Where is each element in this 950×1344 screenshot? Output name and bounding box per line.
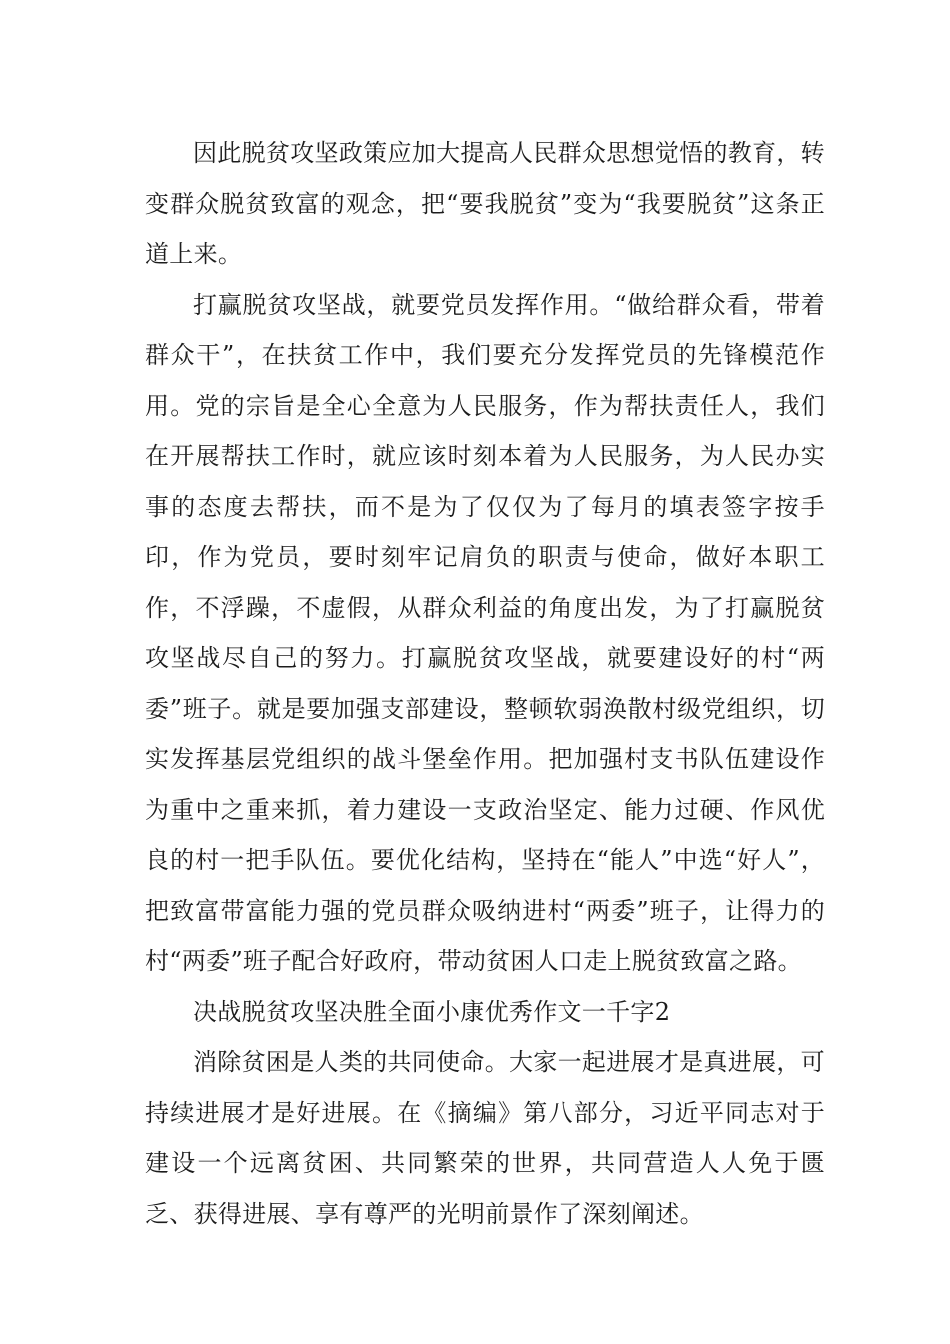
paragraph-awareness: 因此脱贫攻坚政策应加大提高人民群众思想觉悟的教育，转变群众脱贫致富的观念，把“要我脱贫”变为“我要脱贫”这条正道上来。 xyxy=(145,139,825,268)
document-body xyxy=(145,128,825,1239)
paragraph-eliminate-poverty: 消除贫困是人类的共同使命。大家一起进展才是真进展，可持续进展才是好进展。在《摘编》第八部分，习近平同志对于建设一个远离贫困、共同繁荣的世界，共同营造人人免于匮乏、获得进展、享有尊严的光明前景作了深刻阐述。 xyxy=(145,1048,825,1228)
section-title: 决战脱贫攻坚决胜全面小康优秀作文一千字2 xyxy=(193,997,671,1026)
paragraph-party-members: 打赢脱贫攻坚战，就要党员发挥作用。“做给群众看，带着群众干”，在扶贫工作中，我们要充分发挥党员的先锋模范作用。党的宗旨是全心全意为人民服务，作为帮扶责任人，我们在开展帮扶工作时，就应该时刻本着为人民服务，为人民办实事的态度去帮扶，而不是为了仅仅为了每月的填表签字按手印，作为党员，要时刻牢记肩负的职责与使命，做好本职工作，不浮躁，不虚假，从群众利益的角度出发，为了打赢脱贫攻坚战尽自己的努力。打赢脱贫攻坚战，就要建设好的村“两委”班子。就是要加强支部建设，整顿软弱涣散村级党组织，切实发挥基层党组织的战斗堡垒作用。把加强村支书队伍建设作为重中之重来抓，着力建设一支政治坚定、能力过硬、作风优良的村一把手队伍。要优化结构，坚持在“能人”中选“好人”，把致富带富能力强的党员群众吸纳进村“两委”班子，让得力的村“两委”班子配合好政府，带动贫困人口走上脱贫致富之路。 xyxy=(145,290,825,975)
